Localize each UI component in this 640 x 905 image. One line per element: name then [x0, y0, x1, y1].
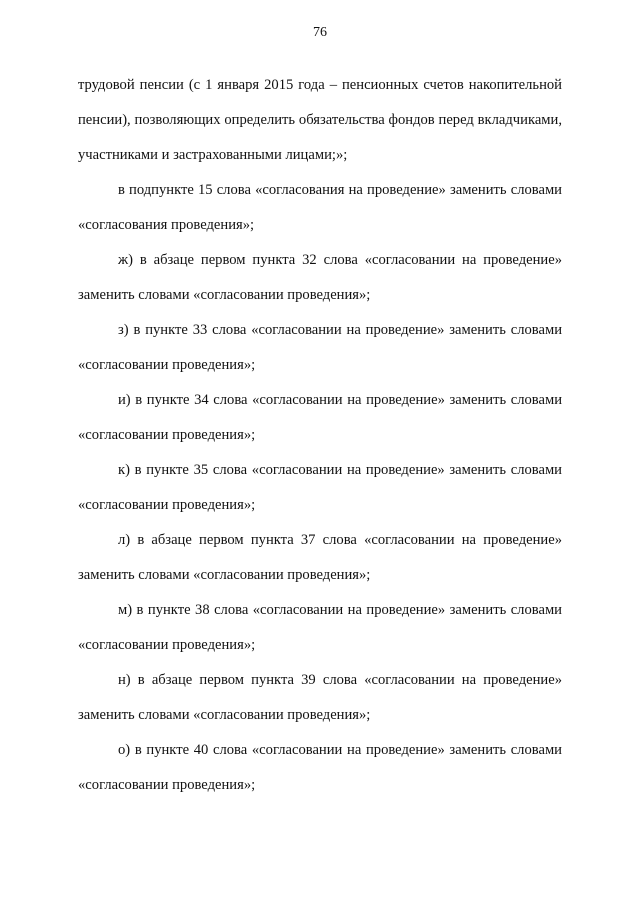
paragraph-item-i: и) в пункте 34 слова «согласовании на проведение» заменить словами «согласовании проведения»; — [78, 392, 562, 443]
paragraph-subpoint-15: в подпункте 15 слова «согласования на проведение» заменить словами «согласования проведения»; — [78, 182, 562, 233]
paragraph-continuation: трудовой пенсии (с 1 января 2015 года – пенсионных счетов накопительной пенсии), позволяющих определить обязательства фондов перед вкладчиками, участниками и застрахованными лицами;»; — [78, 77, 562, 163]
paragraph-item-k: к) в пункте 35 слова «согласовании на проведение» заменить словами «согласовании проведения»; — [78, 462, 562, 513]
paragraph-item-zh: ж) в абзаце первом пункта 32 слова «согласовании на проведение» заменить словами «согласовании проведения»; — [78, 252, 562, 303]
paragraph-item-l: л) в абзаце первом пункта 37 слова «согласовании на проведение» заменить словами «согласовании проведения»; — [78, 532, 562, 583]
paragraph-item-z: з) в пункте 33 слова «согласовании на проведение» заменить словами «согласовании проведения»; — [78, 322, 562, 373]
paragraph-item-m: м) в пункте 38 слова «согласовании на проведение» заменить словами «согласовании проведения»; — [78, 602, 562, 653]
paragraph-item-n: н) в абзаце первом пункта 39 слова «согласовании на проведение» заменить словами «согласовании проведения»; — [78, 672, 562, 723]
paragraph-item-o: о) в пункте 40 слова «согласовании на проведение» заменить словами «согласовании проведения»; — [78, 742, 562, 793]
document-body — [78, 68, 562, 803]
page-number: 76 — [313, 25, 327, 40]
